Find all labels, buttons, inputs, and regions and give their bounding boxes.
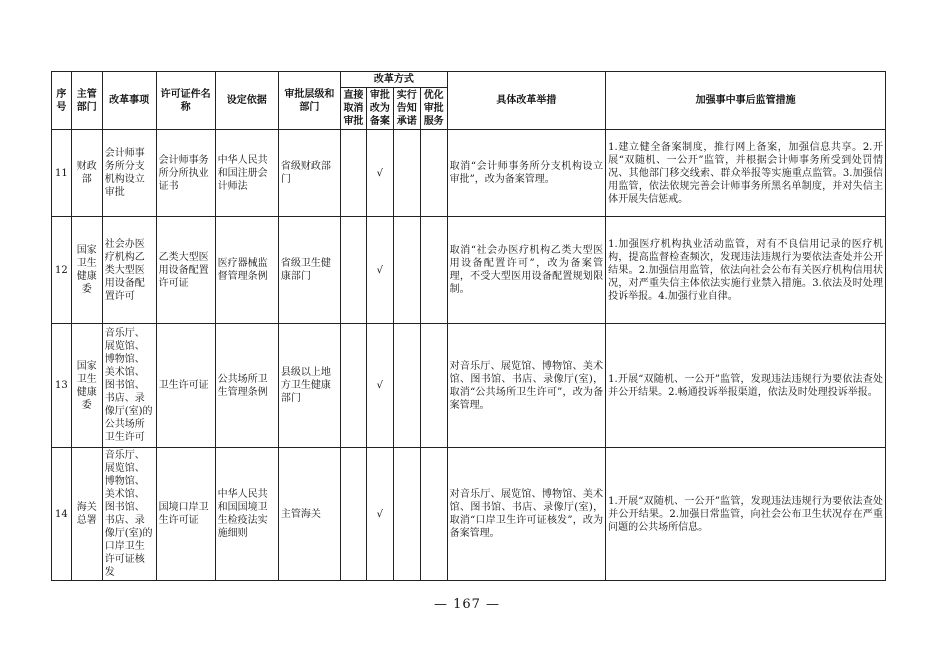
header-row (52, 72, 886, 88)
header-seq: 序号 (52, 72, 72, 130)
row-seq: 11 (52, 130, 72, 217)
row-level: 县级以上地方卫生健康部门 (278, 324, 340, 448)
row-method-filing: √ (366, 130, 393, 217)
table-row (52, 217, 886, 324)
table-row (52, 448, 886, 581)
row-method-cancel (341, 324, 367, 448)
row-supervision: 1.开展“双随机、一公开”监管，发现违法违规行为要依法查处并公开结果。2.畅通投诉举报渠道，依法及时处理投诉举报。 (606, 324, 886, 448)
row-basis: 中华人民共和国国境卫生检疫法实施细则 (215, 448, 278, 581)
row-method-cancel (341, 448, 367, 581)
row-measures: 取消“社会办医疗机构乙类大型医用设备配置许可”，改为备案管理，不受大型医用设备配置规划限制。 (447, 217, 606, 324)
row-dept: 国家卫生健康委 (71, 217, 102, 324)
table-row (52, 130, 886, 217)
row-method-filing: √ (366, 217, 393, 324)
row-dept: 海关总署 (71, 448, 102, 581)
row-measures: 对音乐厅、展览馆、博物馆、美术馆、图书馆、书店、录像厅(室)，取消“公共场所卫生许可”，改为备案管理。 (447, 324, 606, 448)
row-item: 音乐厅、展览馆、博物馆、美术馆、图书馆、书店、录像厅(室)的公共场所卫生许可 (102, 324, 156, 448)
row-method-optimize (420, 130, 447, 217)
header-method-group: 改革方式 (341, 72, 448, 88)
row-supervision: 1.加强医疗机构执业活动监管，对有不良信用记录的医疗机构，提高监督检查频次，发现违法违规行为要依法查处并公开结果。2.加强信用监管，依法向社会公布有关医疗机构信用状况，对严重失信主体依法实施行业禁入措施。3.依法及时处理投诉举报。4.加强行业自律。 (606, 217, 886, 324)
header-method-cancel: 直接取消审批 (341, 88, 367, 130)
row-method-optimize (420, 217, 447, 324)
header-method-filing: 审批改为备案 (366, 88, 393, 130)
row-level: 主管海关 (278, 448, 340, 581)
row-method-commitment (393, 130, 420, 217)
row-seq: 12 (52, 217, 72, 324)
row-method-commitment (393, 217, 420, 324)
row-license: 卫生许可证 (156, 324, 215, 448)
header-supervision: 加强事中事后监管措施 (606, 72, 886, 130)
row-item: 会计师事务所分支机构设立审批 (102, 130, 156, 217)
header-basis: 设定依据 (215, 72, 278, 130)
row-measures: 取消“会计师事务所分支机构设立审批”，改为备案管理。 (447, 130, 606, 217)
reform-table (51, 71, 886, 581)
header-measures: 具体改革举措 (447, 72, 606, 130)
header-method-commitment: 实行告知承诺 (393, 88, 420, 130)
row-method-commitment (393, 448, 420, 581)
row-method-optimize (420, 324, 447, 448)
row-method-cancel (341, 217, 367, 324)
row-supervision: 1.开展“双随机、一公开”监管，发现违法违规行为要依法查处并公开结果。2.加强日常监管，向社会公布卫生状况存在严重问题的公共场所信息。 (606, 448, 886, 581)
row-dept: 财政部 (71, 130, 102, 217)
row-license: 会计师事务所分所执业证书 (156, 130, 215, 217)
row-basis: 中华人民共和国注册会计师法 (215, 130, 278, 217)
row-license: 乙类大型医用设备配置许可证 (156, 217, 215, 324)
row-method-filing: √ (366, 448, 393, 581)
row-basis: 医疗器械监督管理条例 (215, 217, 278, 324)
row-basis: 公共场所卫生管理条例 (215, 324, 278, 448)
row-license: 国境口岸卫生许可证 (156, 448, 215, 581)
header-method-optimize: 优化审批服务 (420, 88, 447, 130)
row-item: 音乐厅、展览馆、博物馆、美术馆、图书馆、书店、录像厅(室)的口岸卫生许可证核发 (102, 448, 156, 581)
header-item: 改革事项 (102, 72, 156, 130)
row-dept: 国家卫生健康委 (71, 324, 102, 448)
row-measures: 对音乐厅、展览馆、博物馆、美术馆、图书馆、书店、录像厅(室)，取消“口岸卫生许可证核发”，改为备案管理。 (447, 448, 606, 581)
row-supervision: 1.建立健全备案制度，推行网上备案，加强信息共享。2.开展“双随机、一公开”监管，并根据会计师事务所受到处罚情况、其他部门移交线索、群众举报等实施重点监管。3.加强信用监管，依法依规完善会计师事务所黑名单制度，并对失信主体开展失信惩戒。 (606, 130, 886, 217)
header-license: 许可证件名称 (156, 72, 215, 130)
header-dept: 主管部门 (71, 72, 102, 130)
row-seq: 14 (52, 448, 72, 581)
header-level: 审批层级和部门 (278, 72, 340, 130)
row-seq: 13 (52, 324, 72, 448)
row-level: 省级财政部门 (278, 130, 340, 217)
row-level: 省级卫生健康部门 (278, 217, 340, 324)
row-method-optimize (420, 448, 447, 581)
row-method-cancel (341, 130, 367, 217)
page-number: — 167 — (433, 597, 501, 612)
table-row (52, 324, 886, 448)
row-item: 社会办医疗机构乙类大型医用设备配置许可 (102, 217, 156, 324)
row-method-filing: √ (366, 324, 393, 448)
row-method-commitment (393, 324, 420, 448)
